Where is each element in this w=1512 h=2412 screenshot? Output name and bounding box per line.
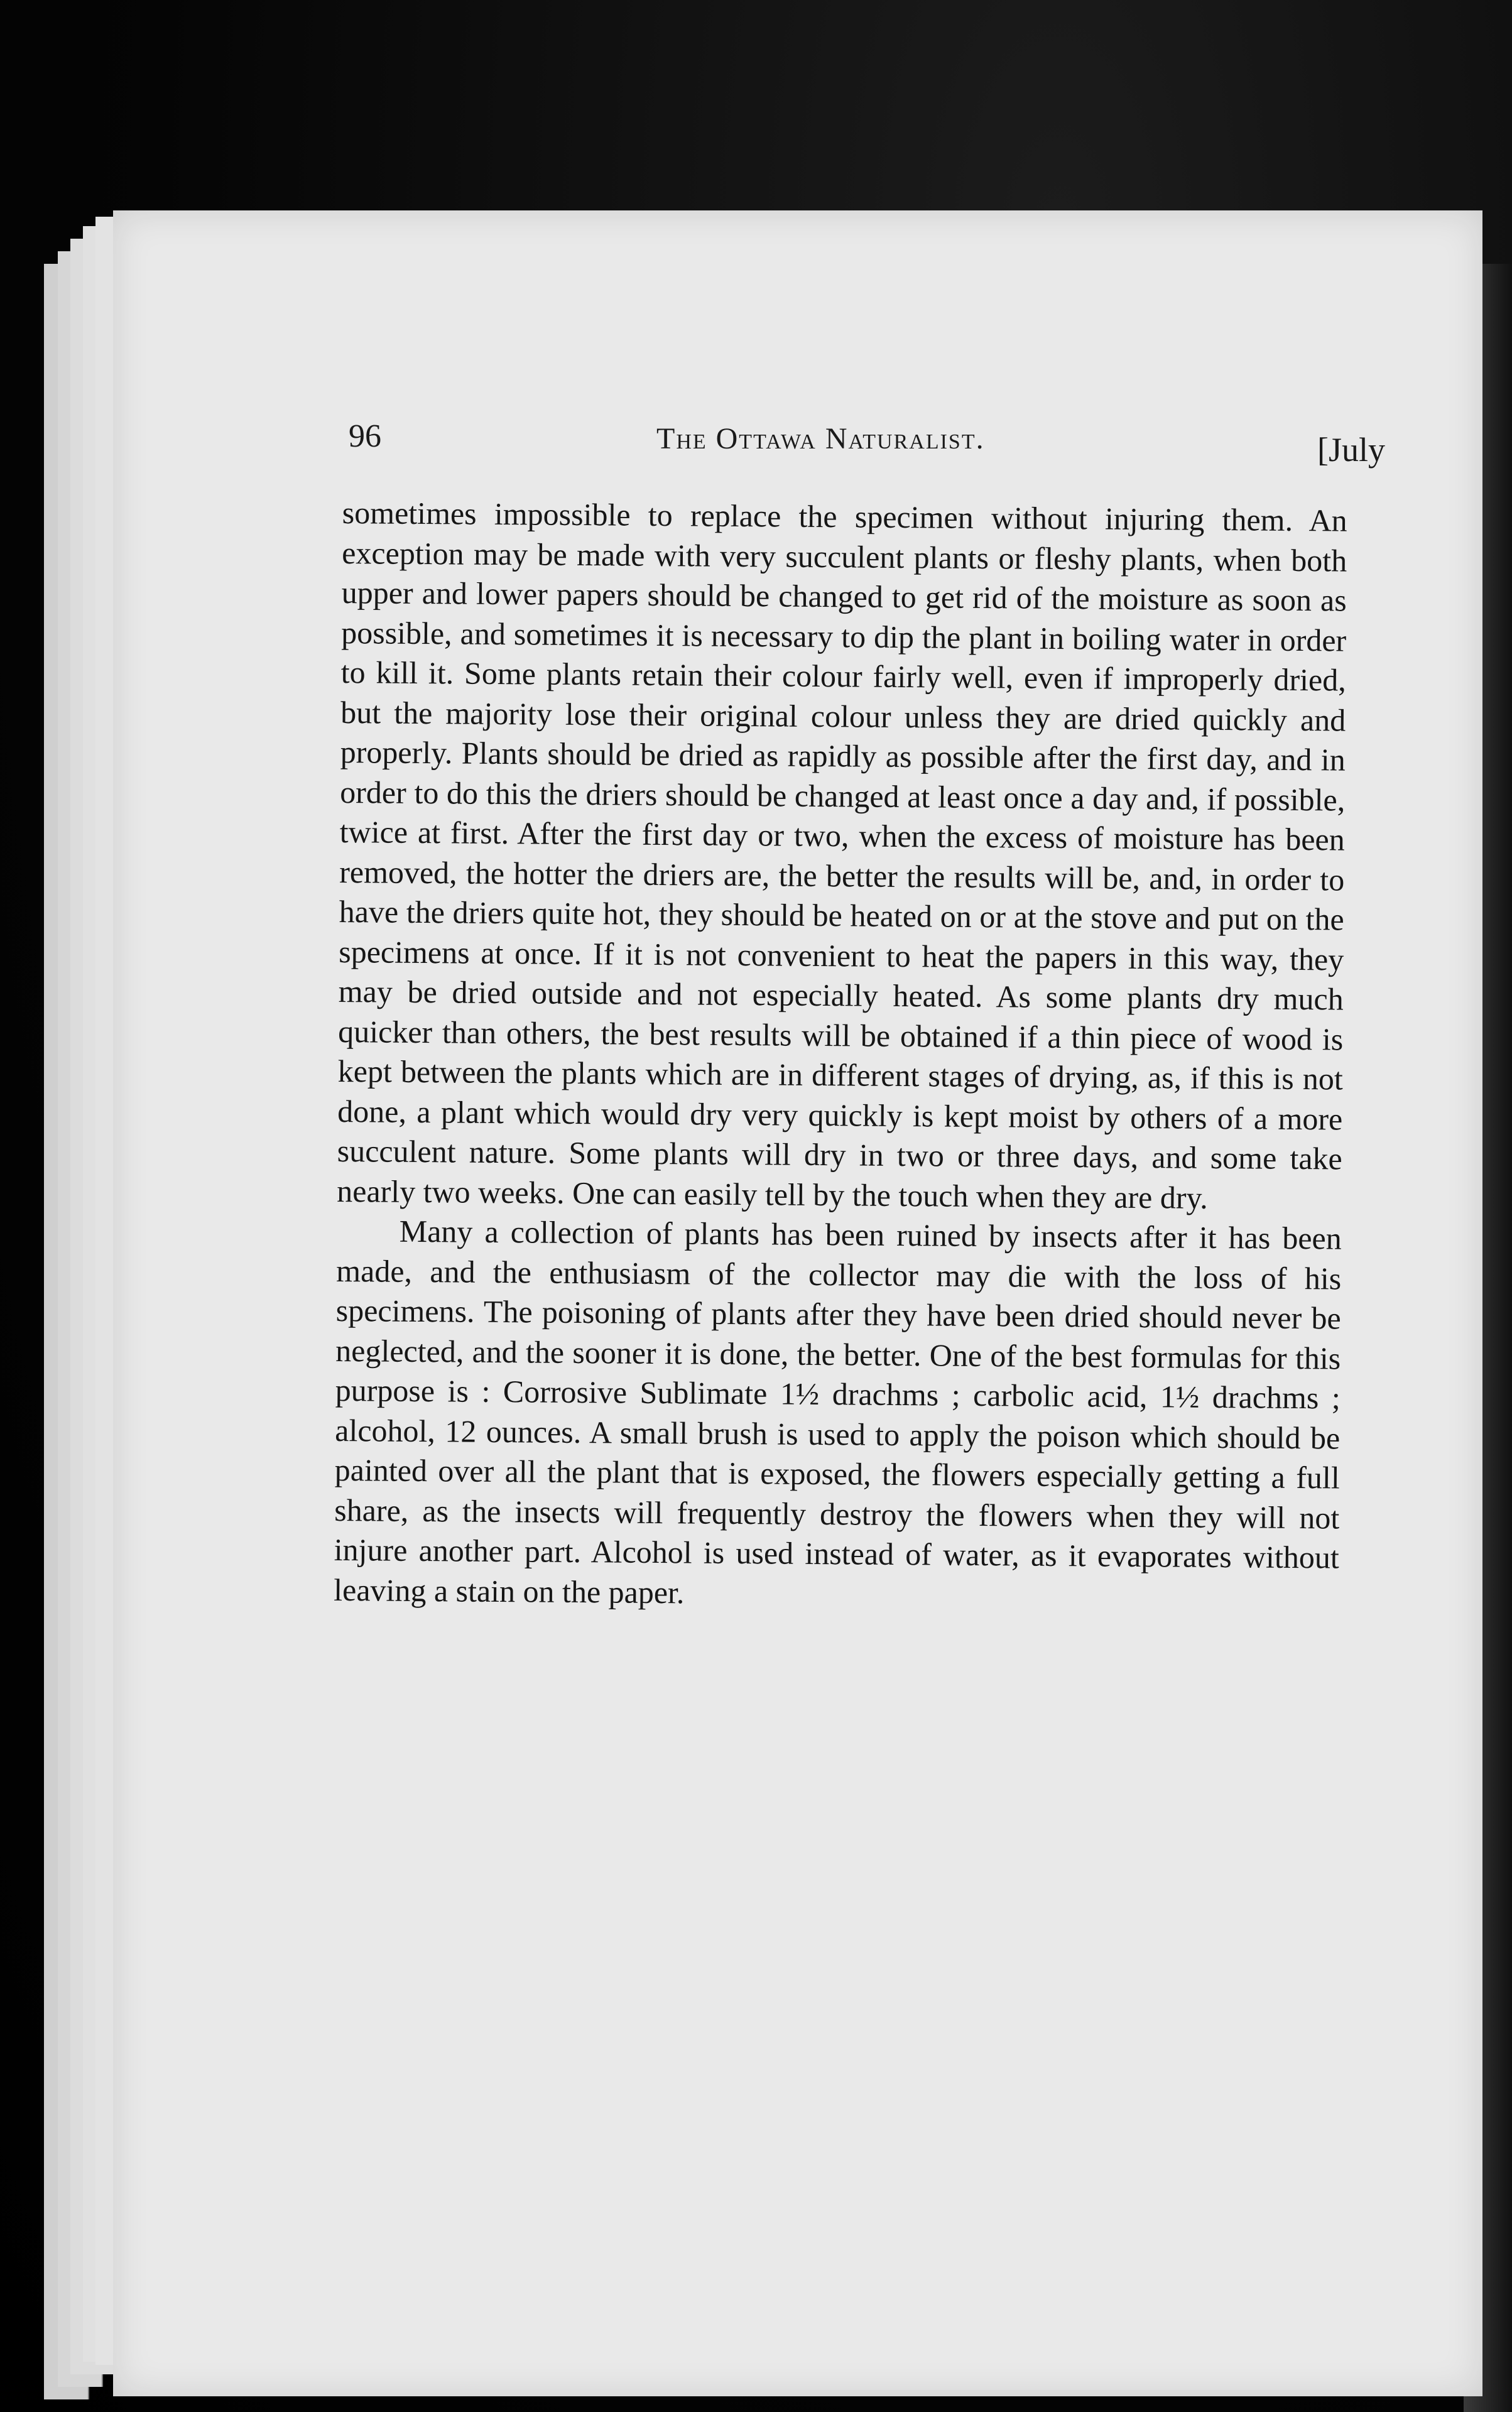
issue-month: [July xyxy=(1317,431,1385,469)
body-text xyxy=(334,493,1347,1618)
page-number: 96 xyxy=(349,418,381,454)
paragraph-continued: sometimes impossible to replace the specimen without injuring them. An exception may be made with very succulent plants or fleshy plants, when both upper and lower papers should be changed to get rid of the moisture as soon as possible, and sometimes it is necessary to dip the plant in boiling water in order to kill it. Some plants retain their colour fairly well, even if improperly dried, but the majority lose their original colour unless they are dried quickly and properly. Plants should be dried as rapidly as possible after the first day, and in order to do this the driers should be changed at least once a day and, if possible, twice at first. After the first day or two, when the excess of moisture has been removed, the hotter the driers are, the better the results will be, and, in order to have the driers quite hot, they should be heated on or at the stove and put on the specimens at once. If it is not convenient to heat the papers in this way, they may be dried outside and not especially heated. As some plants dry much quicker than others, the best results will be obtained if a thin piece of wood is kept between the plants which are in different stages of drying, as, if this is not done, a plant which would dry very quickly is kept moist by others of a more succulent nature. Some plants will dry in two or three days, and some take nearly two weeks. One can easily tell by the touch when they are dry. xyxy=(337,494,1347,1215)
paragraph-poisoning: Many a collection of plants has been ruined by insects after it has been made, and the enthusiasm of the collector may die with the loss of his specimens. The poisoning of plants after they have been dried should never be neglected, and the sooner it is done, the better. One of the best formulas for this purpose is : Corrosive Sublimate 1½ drachms ; carbolic acid, 1½ drachms ; alcohol, 12 ounces. A small brush is used to apply the poison which should be painted over all the plant that is exposed, the flowers especially getting a full share, as the insects will frequently destroy the flowers when they will not injure another part. Alcohol is used instead of water, as it evaporates without leaving a stain on the paper. xyxy=(334,1213,1342,1610)
running-head xyxy=(349,411,1385,468)
journal-title: The Ottawa Naturalist. xyxy=(656,422,985,455)
